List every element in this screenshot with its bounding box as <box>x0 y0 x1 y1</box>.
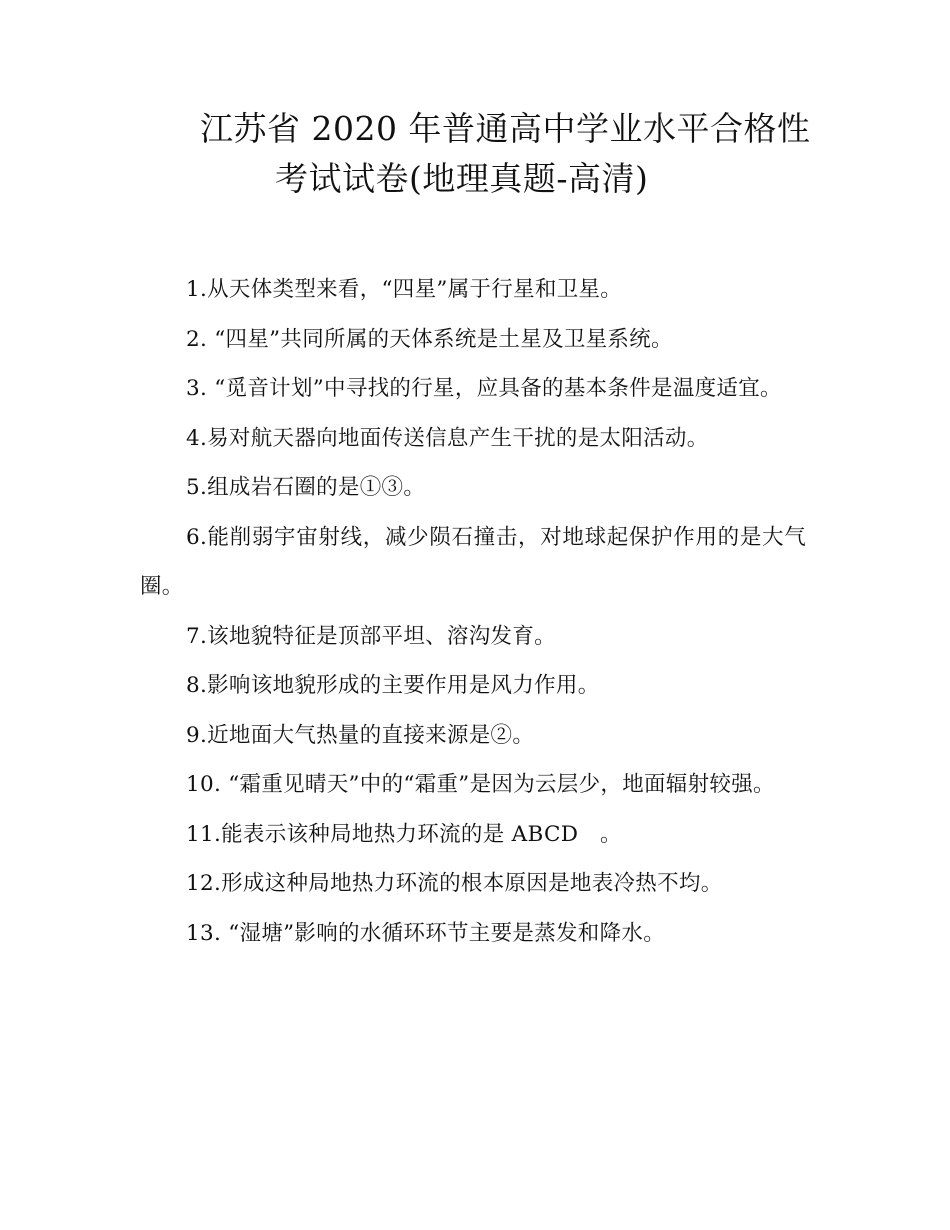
answer-item-6: 6.能削弱宇宙射线，减少陨石撞击，对地球起保护作用的是大气圈。 <box>140 524 806 599</box>
answer-item-11: 11.能表示该种局地热力环流的是 ABCD 。 <box>186 821 622 847</box>
answer-item-13: 13. “湿塘”影响的水循环环节主要是蒸发和降水。 <box>186 920 666 946</box>
answer-item-5: 5.组成岩石圈的是①③。 <box>186 475 426 500</box>
title-line-1: 江苏省 2020 年普通高中学业水平合格性 <box>200 109 811 148</box>
document-title <box>140 104 860 204</box>
answer-item-9: 9.近地面大气热量的直接来源是②。 <box>186 722 535 748</box>
answer-item-12: 12.形成这种局地热力环流的根本原因是地表冷热不均。 <box>186 871 723 896</box>
answer-item-10: 10. “霜重见晴天”中的“霜重”是因为云层少，地面辐射较强。 <box>186 772 775 797</box>
answer-item-8: 8.影响该地貌形成的主要作用是风力作用。 <box>186 673 600 698</box>
answer-item-7: 7.该地貌特征是顶部平坦、溶沟发育。 <box>186 623 556 649</box>
answer-item-2: 2. “四星”共同所属的天体系统是土星及卫星系统。 <box>186 326 673 352</box>
answer-item-3: 3. “觅音计划”中寻找的行星，应具备的基本条件是温度适宜。 <box>186 376 782 401</box>
answer-item-1: 1.从天体类型来看，“四星”属于行星和卫星。 <box>186 277 623 302</box>
answer-item-4: 4.易对航天器向地面传送信息产生干扰的是太阳活动。 <box>186 425 709 451</box>
title-line-2: 考试试卷(地理真题-高清) <box>275 159 649 198</box>
answer-list <box>140 265 806 958</box>
